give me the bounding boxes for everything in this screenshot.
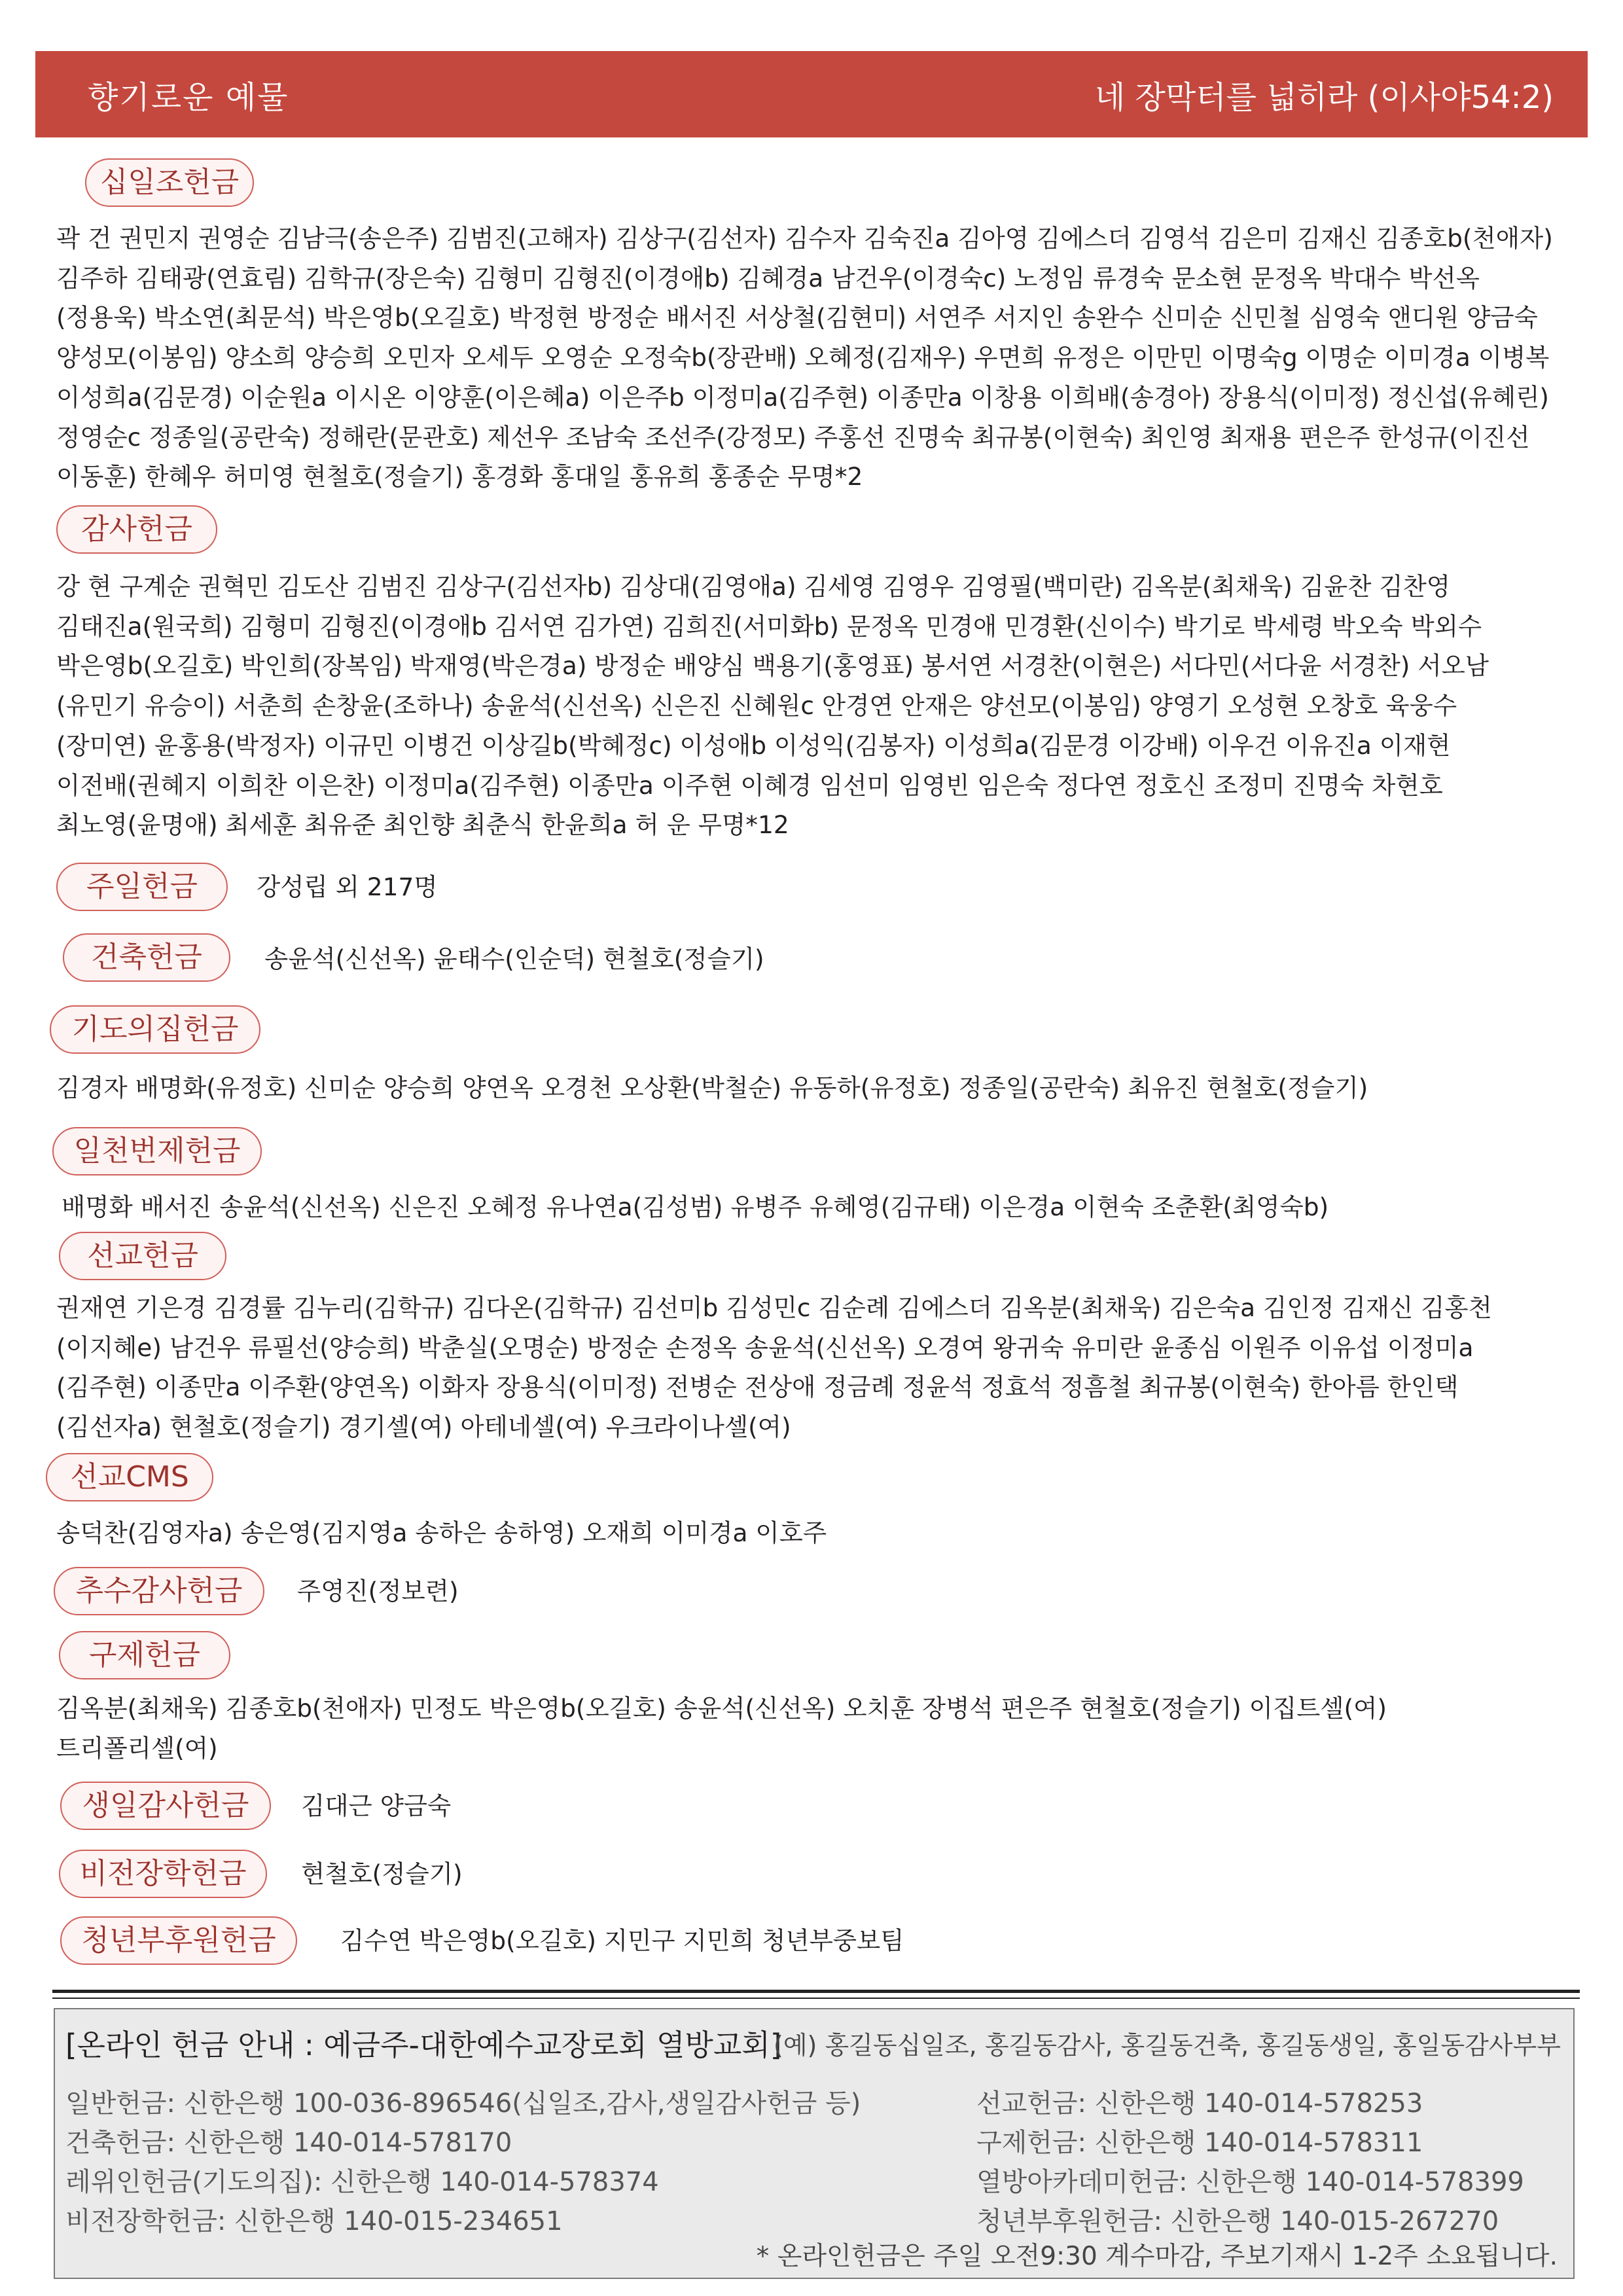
account-vision: 비전장학헌금: 신한은행 140-015-234651 xyxy=(65,2206,563,2236)
thanks-names xyxy=(56,567,1588,845)
name-line: 강 현 구계순 권혁민 김도산 김범진 김상구(김선자b) 김상대(김영애a) 김세영 김영우 김영필(백미란) 김옥분(최채욱) 김윤찬 김찬영 xyxy=(56,572,1451,601)
building-label: 건축헌금 xyxy=(63,933,230,982)
name-line: 곽 건 권민지 권영순 김남극(송은주) 김범진(고해자) 김상구(김선자) 김수자 김숙진a 김아영 김에스더 김영석 김은미 김재신 김종호b(천애자) xyxy=(56,224,1553,253)
online-offering-example: (예) 홍길동십일조, 홍길동감사, 홍길동건축, 홍길동생일, 홍일동감사부부 xyxy=(774,2031,1561,2060)
name-line: 김주하 김태광(연효림) 김학규(장은숙) 김형미 김형진(이경애b) 김혜경a 남건우(이경숙c) 노정임 류경숙 문소현 문정옥 박대수 박선옥 xyxy=(56,263,1480,293)
divider-thin xyxy=(52,1998,1580,1999)
name-line: 김태진a(원국희) 김형미 김형진(이경애b 김서연 김가연) 김희진(서미화b) 문정옥 민경애 민경환(신이수) 박기로 박세령 박오숙 박외수 xyxy=(56,611,1482,641)
name-line: 송덕찬(김영자a) 송은영(김지영a 송하은 송하영) 오재희 이미경a 이호주 xyxy=(56,1518,827,1547)
birthday-label: 생일감사헌금 xyxy=(60,1782,271,1830)
name-line: 이동훈) 한혜우 허미영 현철호(정슬기) 홍경화 홍대일 홍유희 홍종순 무명*2 xyxy=(56,462,863,492)
account-relief: 구제헌금: 신한은행 140-014-578311 xyxy=(976,2128,1423,2158)
name-line: 최노영(윤명애) 최세훈 최유준 최인향 최춘식 한윤희a 허 운 무명*12 xyxy=(56,810,789,840)
vision-label: 비전장학헌금 xyxy=(59,1850,267,1898)
account-youth: 청년부후원헌금: 신한은행 140-015-267270 xyxy=(976,2206,1499,2236)
tithe-names xyxy=(56,219,1588,497)
youth-names: 김수연 박은영b(오길호) 지민구 지민희 청년부중보팀 xyxy=(340,1926,904,1955)
name-line: 이성희a(김문경) 이순원a 이시온 이양훈(이은혜a) 이은주b 이정미a(김주현) 이종만a 이창용 이희배(송경아) 장용식(이미정) 정신섭(유혜린) xyxy=(56,382,1549,412)
mission-names xyxy=(56,1288,1588,1447)
name-line: 양성모(이봉임) 양소희 양승희 오민자 오세두 오영순 오정숙b(장관배) 오혜정(김재우) 우면희 유정은 이만민 이명숙g 이명순 이미경a 이병복 xyxy=(56,343,1550,372)
account-building: 건축헌금: 신한은행 140-014-578170 xyxy=(65,2128,512,2158)
header-title: 향기로운 예물 xyxy=(88,79,289,116)
thanks-label: 감사헌금 xyxy=(56,505,217,554)
name-line: 트리폴리셀(여) xyxy=(56,1733,218,1763)
name-line: 권재연 기은경 김경률 김누리(김학규) 김다온(김학규) 김선미b 김성민c 김순례 김에스더 김옥분(최채욱) 김은숙a 김인정 김재신 김홍천 xyxy=(56,1293,1492,1322)
mission-cms-names xyxy=(56,1513,1588,1553)
name-line: 정영순c 정종일(공란숙) 정해란(문관호) 제선우 조남숙 조선주(강정모) 주홍선 진명숙 최규봉(이현숙) 최인영 최재용 편은주 한성규(이진선 xyxy=(56,422,1530,452)
prayer-house-names xyxy=(56,1068,1588,1108)
relief-names xyxy=(56,1689,1588,1768)
youth-label: 청년부후원헌금 xyxy=(60,1916,297,1965)
name-line: (김선자a) 현철호(정슬기) 경기셀(여) 아테네셀(여) 우크라이나셀(여) xyxy=(56,1412,791,1442)
harvest-label: 추수감사헌금 xyxy=(54,1567,264,1615)
account-mission: 선교헌금: 신한은행 140-014-578253 xyxy=(976,2089,1423,2119)
mission-cms-label: 선교CMS xyxy=(46,1453,213,1501)
name-line: (김주현) 이종만a 이주환(양연옥) 이화자 장용식(이미정) 전병순 전상애 정금례 정윤석 정효석 정흠철 최규봉(이현숙) 한아름 한인택 xyxy=(56,1372,1459,1402)
name-line: 김경자 배명화(유정호) 신미순 양승희 양연옥 오경천 오상환(박철순) 유동하(유정호) 정종일(공란숙) 최유진 현철호(정슬기) xyxy=(56,1073,1368,1102)
header-banner xyxy=(35,51,1588,137)
harvest-names: 주영진(정보련) xyxy=(297,1577,459,1605)
name-line: 박은영b(오길호) 박인희(장복임) 박재영(박은경a) 방정순 배양심 백용기(홍영표) 봉서연 서경찬(이현은) 서다민(서다윤 서경찬) 서오남 xyxy=(56,651,1489,681)
name-line: (장미연) 윤홍용(박정자) 이규민 이병건 이상길b(박혜정c) 이성애b 이성익(김봉자) 이성희a(김문경 이강배) 이우건 이유진a 이재현 xyxy=(56,730,1451,760)
account-general: 일반헌금: 신한은행 100-036-896546(십일조,감사,생일감사헌금 등) xyxy=(65,2089,861,2119)
name-line: (이지혜e) 남건우 류필선(양승희) 박춘실(오명순) 방정순 손정옥 송윤석(신선옥) 오경여 왕귀숙 유미란 윤종심 이원주 이유섭 이정미a xyxy=(56,1333,1474,1362)
name-line: 배명화 배서진 송윤석(신선옥) 신은진 오혜정 유나연a(김성범) 유병주 유혜영(김규태) 이은경a 이현숙 조춘환(최영숙b) xyxy=(62,1193,1329,1221)
name-line: 이전배(권혜지 이희찬 이은찬) 이정미a(김주현) 이종만a 이주현 이혜경 임선미 임영빈 임은숙 정다연 정호신 조정미 진명숙 차현호 xyxy=(56,770,1443,800)
ilcheon-names xyxy=(62,1187,1586,1227)
sunday-names: 강성립 외 217명 xyxy=(257,872,438,901)
tithe-label: 십일조헌금 xyxy=(85,158,254,207)
name-line: (정용욱) 박소연(최문석) 박은영b(오길호) 박정현 방정순 배서진 서상철(김현미) 서연주 서지인 송완수 신미순 신민철 심영숙 앤디원 양금숙 xyxy=(56,303,1538,332)
vision-names: 현철호(정슬기) xyxy=(301,1859,463,1888)
account-levite: 레위인헌금(기도의집): 신한은행 140-014-578374 xyxy=(65,2167,659,2197)
online-offering-info xyxy=(54,2008,1575,2279)
account-academy: 열방아카데미헌금: 신한은행 140-014-578399 xyxy=(976,2167,1524,2197)
online-offering-note: * 온라인헌금은 주일 오전9:30 계수마감, 주보기재시 1-2주 소요됩니다. xyxy=(756,2242,1558,2271)
prayer-house-label: 기도의집헌금 xyxy=(50,1005,260,1054)
ilcheon-label: 일천번제헌금 xyxy=(52,1127,262,1175)
online-offering-title: [온라인 헌금 안내 : 예금주-대한예수교장로회 열방교회] xyxy=(65,2028,782,2062)
divider-thick xyxy=(52,1990,1580,1993)
name-line: (유민기 유승이) 서춘희 손창윤(조하나) 송윤석(신선옥) 신은진 신혜원c 안경연 안재은 양선모(이봉임) 양영기 오성현 오창호 육웅수 xyxy=(56,691,1457,721)
relief-label: 구제헌금 xyxy=(59,1631,230,1679)
header-verse: 네 장막터를 넓히라 (이사야54:2) xyxy=(1094,79,1554,116)
name-line: 김옥분(최채욱) 김종호b(천애자) 민정도 박은영b(오길호) 송윤석(신선옥) 오치훈 장병석 편은주 현철호(정슬기) 이집트셀(여) xyxy=(56,1694,1387,1723)
building-names: 송윤석(신선옥) 윤태수(인순덕) 현철호(정슬기) xyxy=(264,944,764,973)
sunday-label: 주일헌금 xyxy=(56,863,228,911)
birthday-names: 김대근 양금숙 xyxy=(301,1791,452,1820)
mission-label: 선교헌금 xyxy=(59,1232,226,1280)
